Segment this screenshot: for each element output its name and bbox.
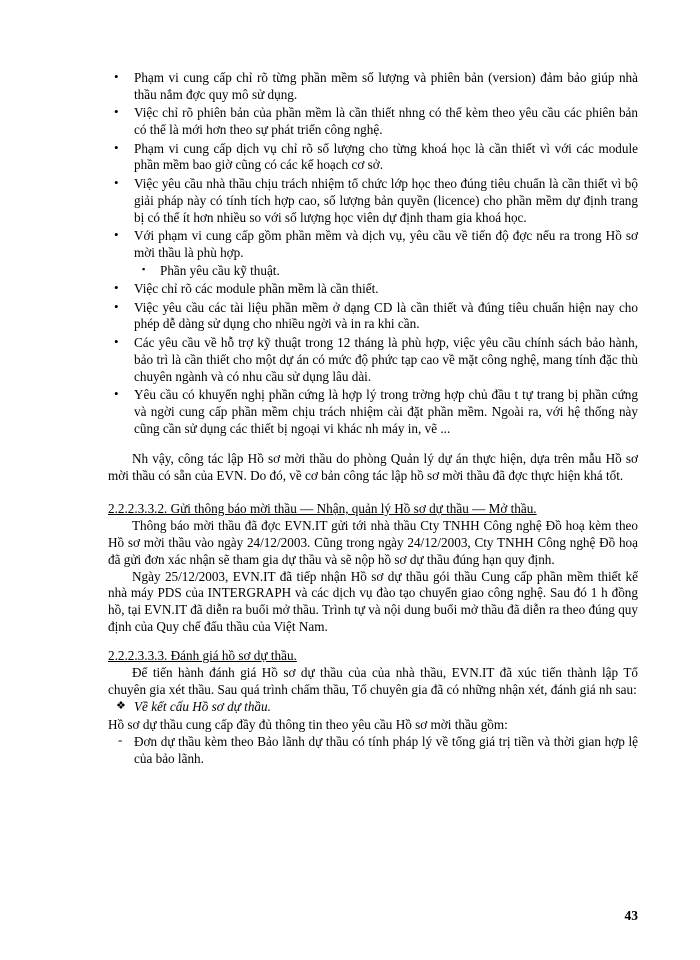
paragraph: Để tiến hành đánh giá Hồ sơ dự thầu của của nhà thầu, EVN.IT đã xúc tiến thành lập Tổ chuyên gia xét thầu. Sau quá trình chấm thầu, Tổ chuyên gia đã có những nhận xét, đánh giá nh sau: [108,665,638,697]
paragraph: Hồ sơ dự thầu cung cấp đầy đủ thông tin theo yêu cầu Hồ sơ mời thầu gồm: [108,717,508,733]
paragraph: Ngày 25/12/2003, EVN.IT đã tiếp nhận Hồ sơ dự thầu gói thầu Cung cấp phần mềm thiết kế nhà máy PDS của INTERGRAPH và các dịch vụ đào tạo chuyển giao công nghệ. Sau đó 1 h đồng hồ, tại EVN.IT đã diễn ra buổi mở thầu. Trình tự và nội dung buổi mở thầu đã diễn ra theo đúng quy định của Quy chế đấu thầu của Việt Nam. [108,568,638,635]
page-number: 43 [624,908,638,923]
paragraph-summary: Nh vậy, công tác lập Hồ sơ mời thầu do phòng Quản lý dự án thực hiện, dựa trên mẫu Hồ sơ mời thầu có sẵn của EVN. Do đó, về cơ bản công tác lập hồ sơ mời thầu đã đợc thực hiện khá tốt. [108,451,638,484]
list-item-flower: ❖ Về kết cấu Hồ sơ dự thầu. [108,699,638,716]
list-item: • Phạm vi cung cấp dịch vụ chỉ rõ số lượng cho từng khoá học là cần thiết vì với các module phần mềm bao giờ cũng có các kế hoạch cơ sở. [108,141,638,175]
list-item: • Việc yêu cầu các tài liệu phần mềm ở dạng CD là cần thiết và đúng tiêu chuẩn hiện nay cho phép dễ dàng sử dụng cho nhiều ngời và in ra khi cần. [108,300,638,334]
list-item: • Việc yêu cầu nhà thầu chịu trách nhiệm tổ chức lớp học theo đúng tiêu chuẩn là cần thiết vì bộ giải pháp này có tính tích hợp cao, số lượng bản quyền (licence) cho phần mềm dự định trang bị có thể ít hơn nhiều so với số lượng học viên dự định tham gia khoá học. [108,176,638,227]
list-item: • Yêu cầu có khuyến nghị phần cứng là hợp lý trong trờng hợp chủ đầu t tự trang bị phần cứng và ngời cung cấp phần mềm chịu trách nhiệm cài đặt phần mềm. Ngoài ra, với hệ thống này cũng cần sử dụng các thiết bị ngoại vi khác nh máy in, vẽ ... [108,387,638,438]
list-item: • Các yêu cầu về hỗ trợ kỹ thuật trong 12 tháng là phù hợp, việc yêu cầu chính sách bảo hành, bảo trì là cần thiết cho một dự án có mức độ phức tạp cao về mặt công nghệ, mang tính đặc thù chuyên ngành và có nhu cầu sử dụng lâu dài. [108,335,638,386]
list-item: • Với phạm vi cung cấp gồm phần mềm và dịch vụ, yêu cầu về tiến độ đợc nếu ra trong Hồ sơ mời thầu là phù hợp. [108,228,638,262]
section-heading-2: 2.2.2.3.3.3. Đánh giá hồ sơ dự thầu. [108,648,297,664]
section-heading-1: 2.2.2.3.3.2. Gửi thông báo mời thầu — Nhận, quản lý Hồ sơ dự thầu — Mở thầu. [108,500,537,516]
page-content [108,70,638,768]
dashed-list [108,734,638,768]
list-item: • Việc chỉ rõ phiên bản của phần mềm là cần thiết nhng có thể kèm theo yêu cầu các phiên bản có thể là mới hơn theo sự phát triển công nghệ. [108,105,638,139]
flower-list [108,699,638,716]
list-item: ‐ Đơn dự thầu kèm theo Bảo lãnh dự thầu có tính pháp lý về tổng giá trị tiền và thời gian hợp lệ của bảo lãnh. [108,734,638,768]
list-item: • Việc chỉ rõ các module phần mềm là cần thiết. [108,281,638,298]
list-item: • Phạm vi cung cấp chỉ rõ từng phần mềm số lượng và phiên bản (version) đảm bảo giúp nhà thầu nắm đợc quy mô sử dụng. [108,70,638,104]
bullet-list-top [108,70,638,438]
paragraph: Thông báo mời thầu đã đợc EVN.IT gửi tới nhà thầu Cty TNHH Công nghệ Đồ hoạ kèm theo Hồ sơ mời thầu vào ngày 24/12/2003. Cũng trong ngày 24/12/2003, Cty TNHH Công nghệ Đồ hoạ đã gửi đơn xác nhận sẽ tham gia dự thầu và sẽ nộp hồ sơ dự thầu đúng hạn quy định. [108,517,638,567]
list-item-sub: ▪ Phần yêu cầu kỹ thuật. [108,263,638,280]
